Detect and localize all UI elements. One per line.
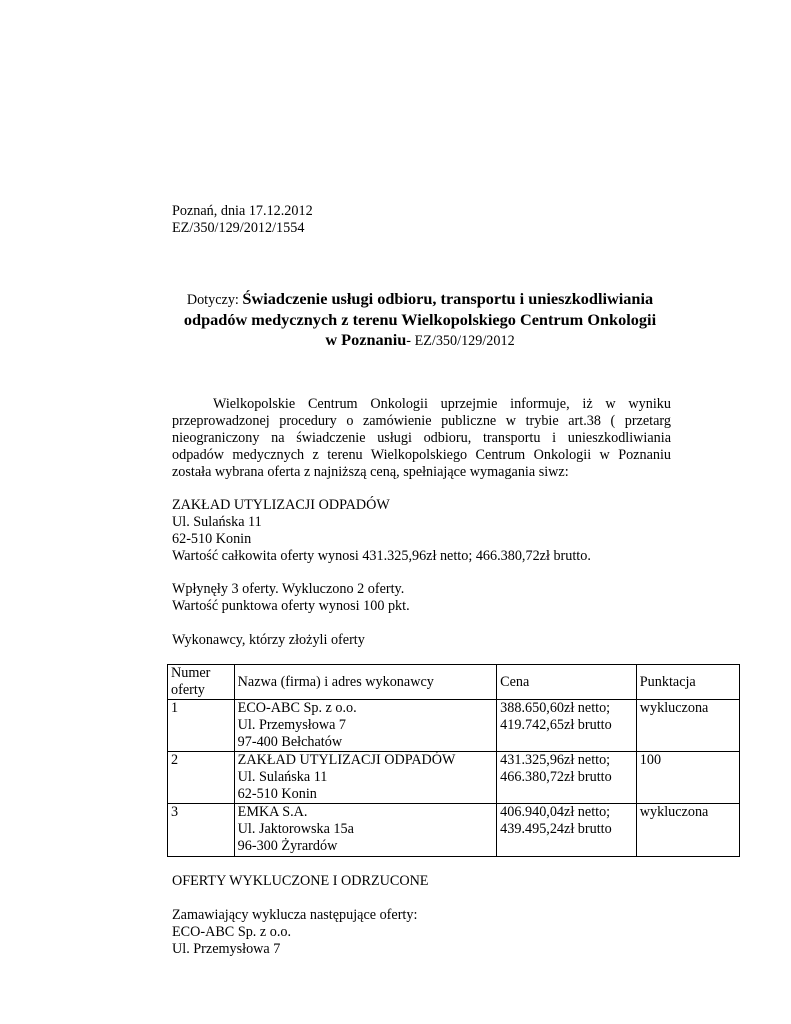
price-gross: 466.380,72zł brutto [500, 769, 612, 785]
contractor-name: ZAKŁAD UTYLIZACJI ODPADÓW [237, 752, 456, 768]
offer-number: 1 [168, 700, 235, 752]
winner-street: Ul. Sulańska 11 [172, 514, 262, 530]
offer-price [497, 804, 637, 857]
subject-title-line1: Świadczenie usługi odbioru, transportu i unieszkodliwiania [242, 289, 654, 308]
offer-number: 3 [168, 804, 235, 857]
excluded-section [172, 907, 417, 958]
price-net: 388.650,60zł netto; [500, 700, 611, 716]
offer-counts [172, 581, 410, 615]
contractor-street: Ul. Sulańska 11 [237, 769, 328, 785]
subject-prefix: Dotyczy: [186, 292, 243, 308]
contractors-heading: Wykonawcy, którzy złożyli oferty [172, 632, 365, 648]
excluded-company: ECO-ABC Sp. z o.o. [172, 924, 292, 940]
intro-line: Wielkopolskie Centrum Onkologii uprzejmie informuje, iż w wyniku [213, 396, 671, 412]
contractor-name: EMKA S.A. [237, 804, 308, 820]
header-price: Cena [497, 665, 637, 700]
contractor-city: 96-300 Żyrardów [237, 838, 338, 854]
subject-block [150, 289, 690, 351]
table-row [168, 752, 740, 804]
contractor-city: 97-400 Bełchatów [237, 734, 343, 750]
intro-line: przeprowadzonej procedury o zamówienie publiczne w trybie art.38 ( przetarg [172, 413, 671, 429]
offer-contractor [234, 752, 497, 804]
table-row [168, 804, 740, 857]
contractor-street: Ul. Jaktorowska 15a [237, 821, 354, 837]
excluded-street: Ul. Przemysłowa 7 [172, 941, 281, 957]
offer-price [497, 700, 637, 752]
subject-title-line2: odpadów medycznych z terenu Wielkopolskiego Centrum Onkologii [183, 310, 657, 329]
header-score: Punktacja [636, 665, 739, 700]
offers-table [167, 664, 740, 857]
offer-number: 2 [168, 752, 235, 804]
price-gross: 419.742,65zł brutto [500, 717, 612, 733]
excluded-intro: Zamawiający wyklucza następujące oferty: [172, 907, 418, 923]
contractor-street: Ul. Przemysłowa 7 [237, 717, 347, 733]
header-name: Nazwa (firma) i adres wykonawcy [234, 665, 497, 700]
intro-line: nieograniczony na świadczenie usługi odbioru, transportu i unieszkodliwiania [172, 430, 671, 446]
price-gross: 439.495,24zł brutto [500, 821, 612, 837]
excluded-heading: OFERTY WYKLUCZONE I ODRZUCONE [172, 873, 429, 889]
intro-line: odpadów medycznych z terenu Wielkopolskiego Centrum Onkologii w Poznaniu [172, 447, 671, 463]
price-net: 406.940,04zł netto; [500, 804, 611, 820]
intro-paragraph [172, 396, 671, 481]
subject-title-line3: w Poznaniu [325, 330, 407, 349]
subject-reference: - EZ/350/129/2012 [406, 333, 515, 349]
offer-score: wykluczona [636, 700, 739, 752]
winner-city: 62-510 Konin [172, 531, 252, 547]
table-row [168, 700, 740, 752]
contractor-city: 62-510 Konin [237, 786, 317, 802]
offer-score: wykluczona [636, 804, 739, 857]
offer-score: 100 [636, 752, 739, 804]
intro-line: została wybrana oferta z najniższą ceną, spełniające wymagania siwz: [172, 464, 569, 480]
contractor-name: ECO-ABC Sp. z o.o. [237, 700, 357, 716]
reference-number: EZ/350/129/2012/1554 [172, 220, 305, 236]
place-date: Poznań, dnia 17.12.2012 [172, 203, 313, 219]
winner-name: ZAKŁAD UTYLIZACJI ODPADÓW [172, 497, 390, 513]
letter-header [172, 203, 313, 237]
offer-points: Wartość punktowa oferty wynosi 100 pkt. [172, 598, 410, 614]
price-net: 431.325,96zł netto; [500, 752, 611, 768]
winning-offer [172, 497, 591, 565]
offer-price [497, 752, 637, 804]
offer-contractor [234, 804, 497, 857]
winner-value: Wartość całkowita oferty wynosi 431.325,96zł netto; 466.380,72zł brutto. [172, 548, 591, 564]
header-number: Numer oferty [168, 665, 235, 700]
table-header-row [168, 665, 740, 700]
offer-contractor [234, 700, 497, 752]
offers-received: Wpłynęły 3 oferty. Wykluczono 2 oferty. [172, 581, 405, 597]
